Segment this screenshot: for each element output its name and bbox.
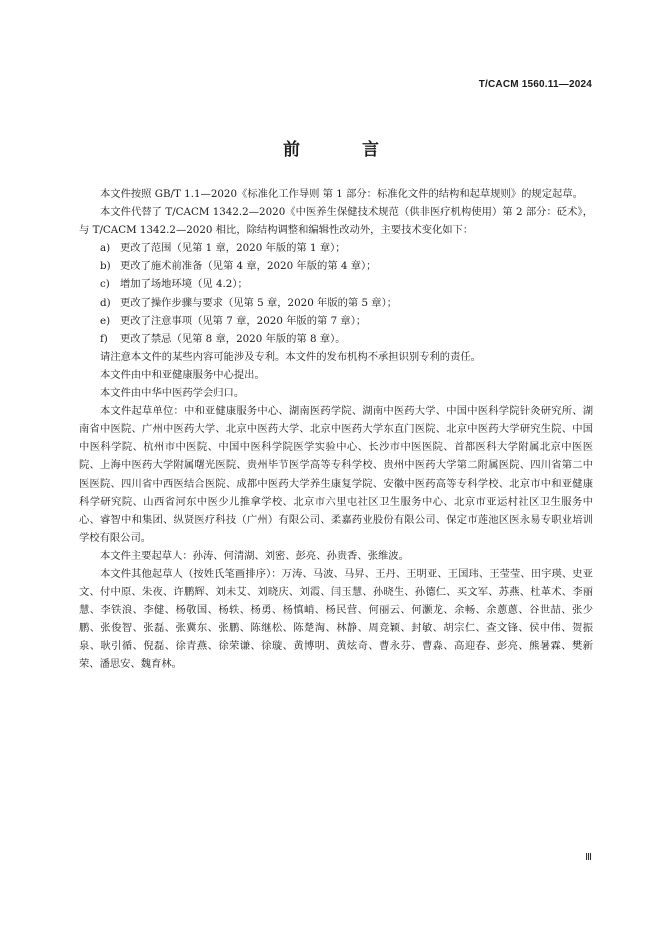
list-item xyxy=(79,239,593,257)
paragraph-centralized: 本文件由中华中医药学会归口。 xyxy=(100,387,245,400)
paragraph-drafting-rules: 本文件按照 GB/T 1.1—2020《标准化工作导则 第 1 部分：标准化文件的结构和起草规则》的规定起草。 xyxy=(100,188,583,200)
list-item-text: 更改了施术前准备（见第 4 章，2020 年版的第 4 章）； xyxy=(120,260,377,273)
list-item xyxy=(79,275,593,293)
list-item-label: d) xyxy=(100,296,111,309)
page-title-text: 前 言 xyxy=(283,140,407,160)
list-item xyxy=(79,294,593,312)
page-title xyxy=(0,135,662,160)
list-item-text: 更改了禁忌（见第 8 章，2020 年版的第 8 章）。 xyxy=(120,332,346,345)
list-item-text: 更改了操作步骤与要求（见第 5 章，2020 年版的第 5 章）； xyxy=(120,296,398,309)
list-item-label: e) xyxy=(100,314,111,327)
paragraph-other-drafters: 本文件其他起草人（按姓氏笔画排序）：万涛、马波、马昇、王丹、王明亚、王国玮、王莹莹、田宇瑛、史亚文、付中原、朱夜、许鹏辉、刘未艾、刘晓庆、刘霞、闫玉慧、孙晓生、孙德仁、买文军、苏燕、杜革术、李丽慧、李铁浪、李健、杨敬国、杨轶、杨勇、杨慎峭、杨民营、何丽云、何灏龙、余畅、余蔥蔥、谷世喆、张少鹏、张俊智、张磊、张冀东、张鹏、陈继松、陈楚淘、林静、周竞颖、封敏、胡宗仁、查文锋、侯中伟、贺振泉、耿引循、倪磊、徐青燕、徐荣谦、徐璇、黄博明、黄炫奇、曹永芬、曹淼、高迎春、彭亮、熊暑霖、樊新荣、潘思安、魏育林。 xyxy=(79,567,593,671)
standard-code: T/CACM 1560.11—2024 xyxy=(478,79,592,90)
list-item-label: c) xyxy=(100,278,110,291)
list-item-text: 更改了注意事项（见第 7 章，2020 年版的第 7 章）； xyxy=(120,314,367,327)
list-item xyxy=(79,257,593,275)
list-item xyxy=(79,330,593,348)
list-item-text: 更改了范围（见第 1 章，2020 年版的第 1 章）； xyxy=(120,242,346,255)
list-item-label: b) xyxy=(100,260,111,273)
paragraph-drafting-units: 本文件起草单位：中和亚健康服务中心、湖南医药学院、湖南中医药大学、中国中医科学院针灸研究所、湖南省中医院、广州中医药大学、北京中医药大学、北京中医药大学东直门医院、北京中医药大学研究生院、中国中医科学院、杭州市中医院、中国中医科学院医学实验中心、长沙市中医医院、首都医科大学附属北京中医医院、上海中医药大学附属曙光医院、贵州毕节医学高等专科学校、贵州中医药大学第二附属医院、四川省第二中医医院、四川省中西医结合医院、成都中医药大学养生康复学院、安徽中医药高等专科学校、北京市中和亚健康科学研究院、山西省河东中医少儿推拿学校、北京市六里屯社区卫生服务中心、北京市亚运村社区卫生服务中心、睿智中和集团、纵贤医疗科技（广州）有限公司、柔嘉药业股份有限公司、保定市莲池区医永易专职业培训学校有限公司。 xyxy=(79,405,593,544)
list-item-text: 增加了场地环境（见 4.2）； xyxy=(120,278,248,291)
list-item xyxy=(79,312,593,330)
list-item-label: a) xyxy=(100,242,111,255)
paragraph-proposer: 本文件由中和亚健康服务中心提出。 xyxy=(100,368,265,381)
list-item-label: f) xyxy=(100,332,108,345)
paragraph-main-drafters: 本文件主要起草人：孙涛、何清湖、刘密、彭亮、孙贵香、张维波。 xyxy=(100,549,409,562)
page-number: Ⅲ xyxy=(585,852,592,863)
paragraph-patent-notice: 请注意本文件的某些内容可能涉及专利。本文件的发布机构不承担识别专利的责任。 xyxy=(100,350,481,363)
body-text xyxy=(79,185,593,674)
paragraph-replacement: 本文件代替了 T/CACM 1342.2—2020《中医养生保健技术规范（供非医疗机构使用）第 2 部分：砭术》，与 T/CACM 1342.2—2020 相比，除结构调整和编辑性改动外，主要技术变化如下： xyxy=(79,206,593,237)
